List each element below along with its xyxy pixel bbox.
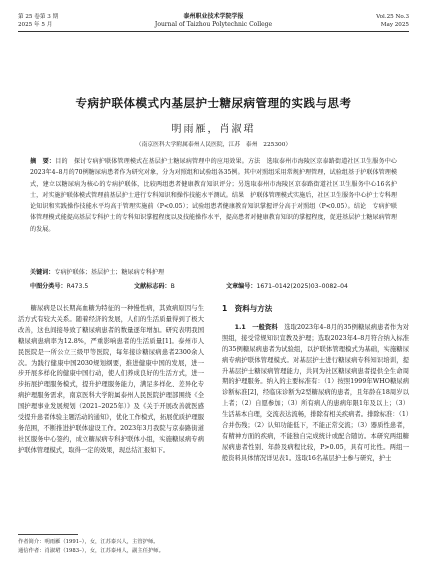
keywords-text: 专病护联体；基层护士；糖尿病专科护理 bbox=[54, 269, 165, 276]
abstract-text: 目的 探讨专病护联体管理模式在基层护士糖尿病管理中的应用效果。方法 选取泰州市海陵区京泰路街道社区卫生服务中心2023年4–8月的70例糖尿病患者作为研究对象，分为对照组和试验组各35例。其中对照组采用常规护理管理，试验组基于护联体管理模式，建立以糖尿病为核心的专病护联体，比较两组患者健康教育知识评分；另选取泰州市海陵区京泰路街道社区卫生服务中心16名护士，对实施护联体模式管理前基层护士进行专科知识和操作技能水平测试。结果 护联体管理模式实施后，社区卫生服务中心护士专科理论知识和实践操作技能水平均高于管理实施前（P<0.05）；试验组患者健康教育知识掌握评分高于对照组（P<0.05）。结论 专病护联体管理模式能提高基层专科护士的专科知识掌握程度以及技能操作水平，提高患者对健康教育知识的掌握程度，促进基层护士糖尿病管理的发展。 bbox=[30, 158, 398, 233]
doc-label: 文献标志码： bbox=[134, 283, 171, 290]
subsection-label: 1.1 一般资料 bbox=[234, 323, 278, 331]
issue-volume: 第 25 卷第 3 期 bbox=[18, 14, 59, 20]
article-title: 专病护联体模式内基层护士糖尿病管理的实践与思考 bbox=[75, 96, 352, 110]
issue-volume-en: Vol.25 No.3 bbox=[376, 14, 409, 20]
journal-header bbox=[0, 0, 427, 58]
article-id bbox=[226, 282, 348, 292]
article-affiliation: （南京医科大学附属泰州人民医院，江苏 泰州 225300） bbox=[135, 142, 292, 148]
article-authors: 明雨雁，肖淑珺 bbox=[171, 124, 256, 135]
corresponding-author: 通信作者：肖淑珺（1983–），女，江苏泰州人，副主任护师。 bbox=[18, 548, 164, 554]
journal-name-cn: 泰州职业技术学院学报 bbox=[183, 13, 244, 20]
right-column bbox=[222, 304, 409, 465]
abstract bbox=[30, 156, 397, 235]
author-bio: 作者简介：明雨雁（1991–），女，江苏泰兴人，主管护师。 bbox=[18, 539, 159, 545]
footnote bbox=[18, 538, 208, 556]
id-label: 文章编号： bbox=[226, 283, 257, 290]
journal-name-en: Journal of Taizhou Polytechnic College bbox=[154, 21, 273, 28]
left-column bbox=[18, 304, 204, 457]
keywords bbox=[30, 267, 397, 278]
footnote-rule bbox=[18, 534, 78, 535]
issue-info-en bbox=[376, 13, 409, 29]
clc-number bbox=[30, 282, 88, 292]
section-heading: 1 资料与方法 bbox=[222, 304, 273, 313]
clc-label: 中图分类号： bbox=[30, 283, 67, 290]
keywords-label: 关键词： bbox=[30, 269, 55, 276]
general-data-text: 选取2023年4–8月的35例糖尿病患者作为对照组，接受常规知识宣教及护理；选取2023年4–8月符合纳入标准的35例糖尿病患者为试验组，以护联体管理模式为基础，实施糖尿病专病护联体管理模式。对基层护士进行糖尿病专科知识培训，提升基层护士糖尿病管理能力，共同为社区糖尿病患者提供全生命周期的护理服务。纳入的主要标准有：（1）按照1999年WHO糖尿病诊断标准[2]，经临床诊断为2型糖尿病的患者，且年龄在18周岁以上者；（2）自愿参加；（3）所有病人的患病年限1年及以上；（3）生活基本自理，交流表达流畅，排除有相关疾病者。排除标准：（1）合并伤残；（2）认知功能低下，不能正常交流；（3）器质性患者，有精神方面的疾病，不能独自完成统计或配合随访。本研究两组糖尿病患者性别、年龄及病程比较，P>0.05，具有可比性。两组一般资料具体情况详见表1。选取16名基层护士参与研究，护士 bbox=[222, 323, 410, 462]
journal-name bbox=[0, 13, 427, 29]
intro-paragraph: 糖尿病是以长期高血糖为特征的一种慢性病，其致病原因与生活方式有较大关系。随着经济的发展，人们的生活质量得到了极大改善，这也间接导致了糖尿病患者的数量逐年增加。研究表明我国糖尿病患病率为12.8%，严重影响患者的生活质量[1]。泰州市人民医院是一所公立三级甲等医院，每年接诊糖尿病患者2300余人次。为践行健康中国2030规划纲要，推进健康中国的发展，进一步开展多样化的健康中国行动，使人们养成良好的生活方式，进一步拓展护理服务模式，提升护理服务能力，满足多样化、差异化专病护理服务需求，南京医科大学附属泰州人民医院护理部围绕《全国护理事业发展规划（2021–2025年）》及《关于开展改善就医感受提升患者体验主题活动的通知》，优化工作模式，拓展优质护理服务范围，不断推进护联体建设工作。2023年3月我院与京泰路街道社区服务中心签约，成立糖尿病专科护联体小组，实施糖尿病专病护联体管理模式，取得一定的效果，现总结汇报如下。 bbox=[18, 305, 204, 454]
doc-value: B bbox=[170, 283, 175, 290]
issue-date-en: May 2025 bbox=[380, 22, 409, 28]
id-value: 1671–0142(2025)03–0082–04 bbox=[256, 283, 348, 290]
issue-date: 2025 年 5 月 bbox=[18, 22, 53, 28]
abstract-label: 摘 要： bbox=[30, 158, 56, 165]
general-data-paragraph bbox=[222, 323, 409, 465]
clc-value: R473.5 bbox=[66, 283, 89, 290]
document-code bbox=[134, 282, 175, 292]
header-rule bbox=[18, 31, 409, 32]
